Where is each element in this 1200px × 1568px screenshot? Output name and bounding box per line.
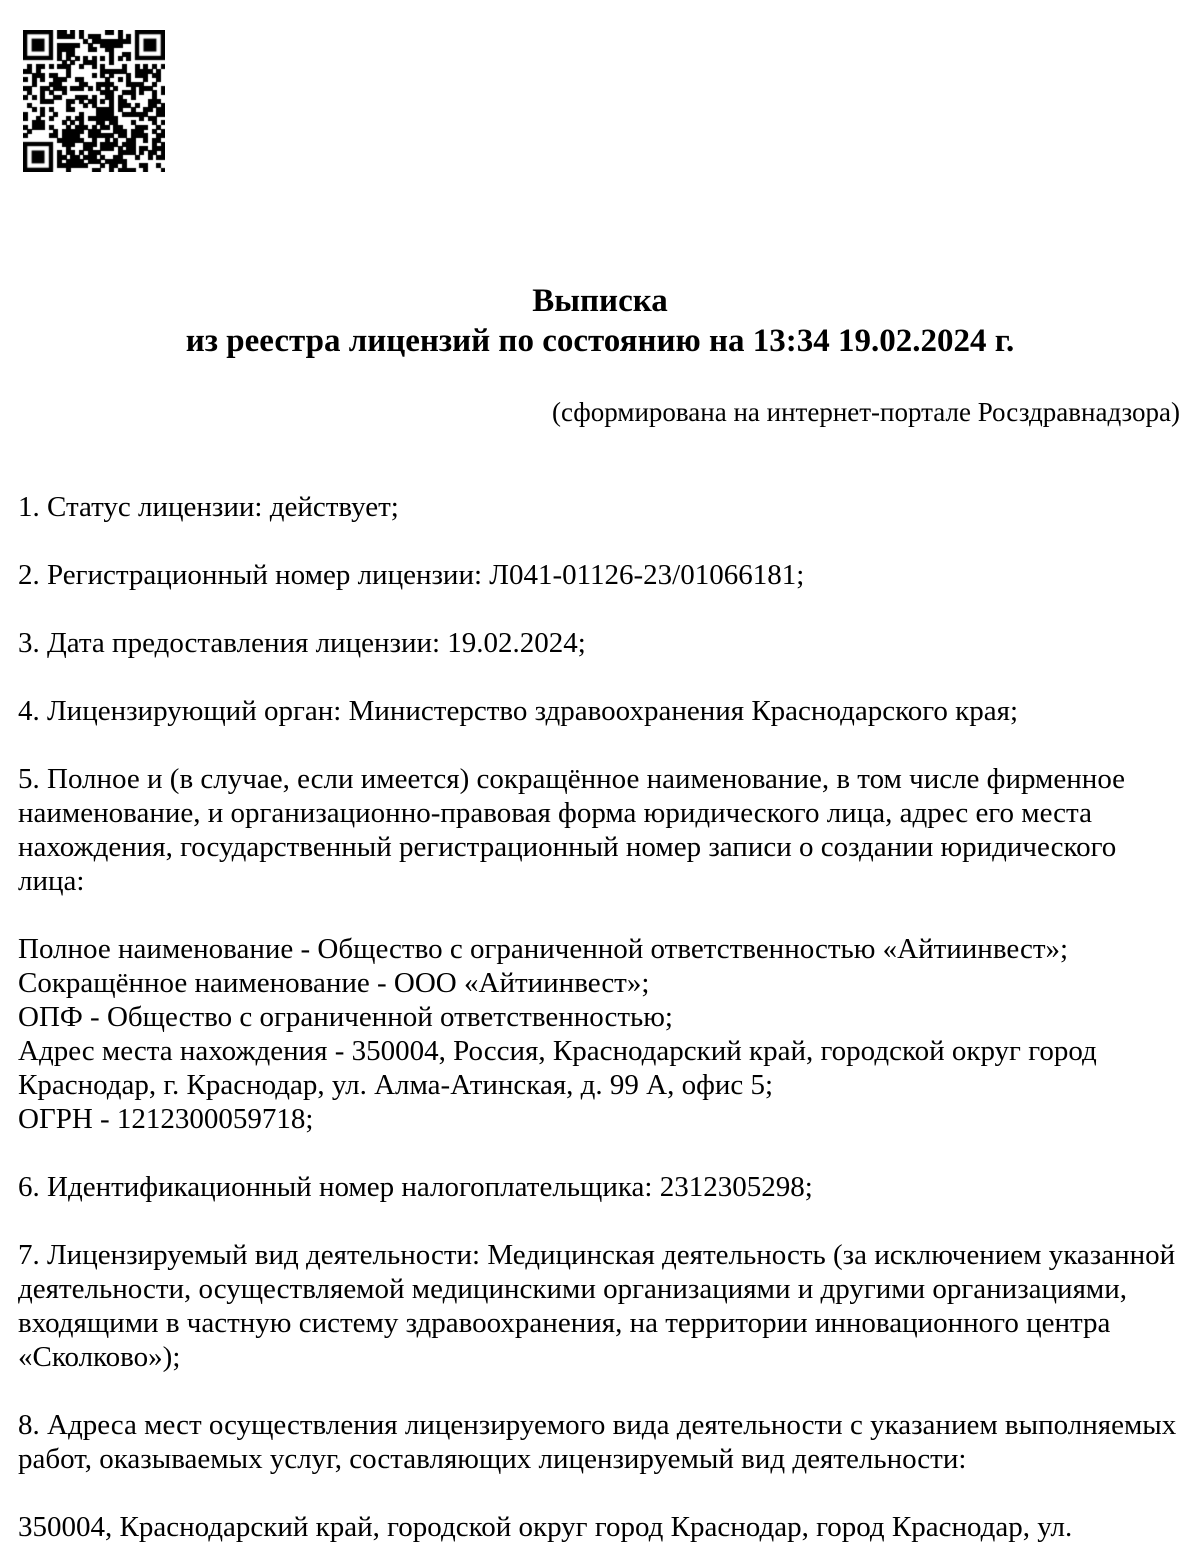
paragraph: 1. Статус лицензии: действует; xyxy=(18,491,399,523)
paragraph: 4. Лицензирующий орган: Министерство здравоохранения Краснодарского края; xyxy=(18,695,1019,727)
paragraph: 7. Лицензируемый вид деятельности: Медицинская деятельность (за исключением указанной деятельности, осуществляемой медицинскими организациями и другими организациями, входящими в частную систему здравоохранения, на территории инновационного центра «Сколково»); xyxy=(18,1239,1176,1373)
document-body xyxy=(18,490,1182,1568)
paragraph: 3. Дата предоставления лицензии: 19.02.2024; xyxy=(18,627,586,659)
paragraph: 350004, Краснодарский край, городской округ город Краснодар, город Краснодар, ул. xyxy=(18,1511,1073,1543)
paragraph: 6. Идентификационный номер налогоплательщика: 2312305298; xyxy=(18,1171,813,1203)
document-title-line1: Выписка xyxy=(532,283,668,319)
paragraph-line: ОПФ - Общество с ограниченной ответственностью; xyxy=(18,1001,673,1033)
paragraph-line: Сокращённое наименование - ООО «Айтиинвест»; xyxy=(18,967,650,999)
paragraph: 8. Адреса мест осуществления лицензируемого вида деятельности с указанием выполняемых работ, оказываемых услуг, составляющих лицензируемый вид деятельности: xyxy=(18,1409,1177,1475)
paragraph xyxy=(18,932,1182,1136)
document-title xyxy=(0,281,1200,361)
paragraph: 2. Регистрационный номер лицензии: Л041-01126-23/01066181; xyxy=(18,559,805,591)
qr-code-icon xyxy=(23,30,165,172)
paragraph: 5. Полное и (в случае, если имеется) сокращённое наименование, в том числе фирменное наименование, и организационно-правовая форма юридического лица, адрес его места нахождения, государственный регистрационный номер записи о создании юридического лица: xyxy=(18,763,1126,897)
paragraph-line: Адрес места нахождения - 350004, Россия, Краснодарский край, городской округ город Краснодар, г. Краснодар, ул. Алма-Атинская, д. 99 А, офис 5; xyxy=(18,1035,1097,1101)
document-title-line2: из реестра лицензий по состоянию на 13:34 19.02.2024 г. xyxy=(185,323,1015,359)
document-subtitle: (сформирована на интернет-портале Росздравнадзора) xyxy=(551,397,1180,427)
paragraph-line: Полное наименование - Общество с ограниченной ответственностью «Айтиинвест»; xyxy=(18,933,1069,965)
paragraph-line: ОГРН - 1212300059718; xyxy=(18,1103,314,1135)
